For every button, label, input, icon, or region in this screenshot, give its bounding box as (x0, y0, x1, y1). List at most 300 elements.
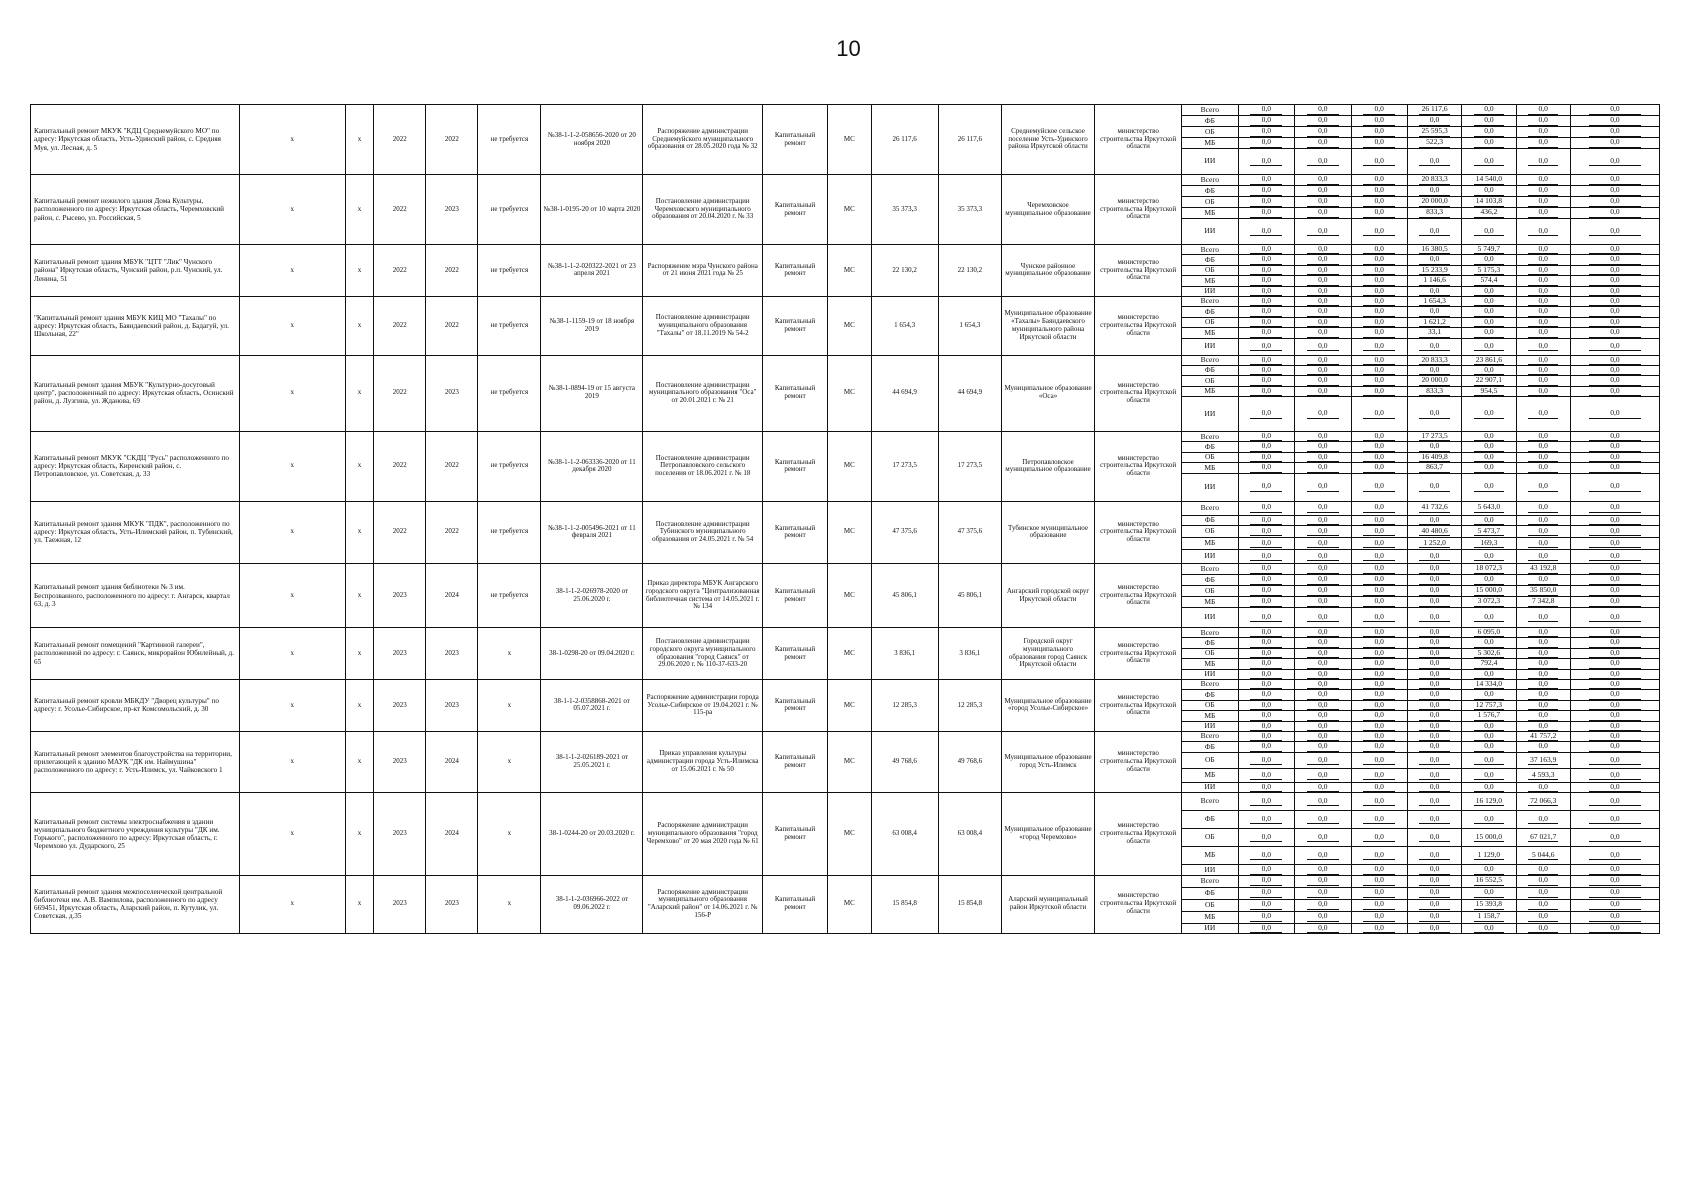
funding-value (1570, 608, 1659, 628)
expertise-status: x (478, 731, 541, 792)
funding-value-text: 20 000,0 (1419, 376, 1450, 385)
funding-value (1238, 911, 1294, 923)
end-year: 2023 (426, 355, 478, 432)
funding-value (1570, 679, 1659, 689)
funding-value-text: 0,0 (1307, 432, 1339, 441)
work-type: Капитальный ремонт (762, 875, 827, 933)
funding-value (1351, 923, 1407, 933)
funding-value (1407, 597, 1461, 608)
funding-value-text: 0,0 (1307, 356, 1339, 365)
funding-value-text: 0,0 (1363, 356, 1395, 365)
funding-value (1351, 265, 1407, 275)
funding-value-text: 0,0 (1307, 105, 1339, 114)
funding-value (1351, 829, 1407, 847)
funding-value (1238, 597, 1294, 608)
funding-value-text: 3 072,3 (1474, 597, 1505, 606)
funding-value (1295, 175, 1351, 186)
funding-value-text: 0,0 (1307, 482, 1339, 491)
funding-value-text: 0,0 (1419, 409, 1450, 418)
funding-value (1238, 255, 1294, 265)
funding-value (1407, 463, 1461, 473)
funding-value (1238, 296, 1294, 306)
funding-value-text: 0,0 (1307, 865, 1339, 874)
funding-value (1407, 175, 1461, 186)
funding-value (1407, 847, 1461, 865)
funding-value-text: 0,0 (1307, 453, 1339, 462)
funding-value-text: 0,0 (1363, 888, 1395, 897)
funding-value-text: 5 302,6 (1474, 649, 1505, 658)
funding-value (1570, 648, 1659, 658)
funding-value (1407, 829, 1461, 847)
remaining-cost: 63 008,4 (938, 793, 1001, 875)
funding-value-text: 0,0 (1419, 116, 1450, 125)
fund-source-label: Всего (1182, 731, 1238, 741)
funding-value (1462, 659, 1516, 669)
funding-value (1570, 208, 1659, 219)
funding-value (1516, 397, 1570, 432)
decision-document: Распоряжение администрации города Усолье-Сибирское от 19.04.2021 г. № 115-ра (643, 679, 762, 731)
decision-document: Постановление администрации муниципального образования "Тахалы" от 18.11.2019 № 54-2 (643, 296, 762, 355)
funding-value (1407, 501, 1461, 515)
funding-value (1516, 376, 1570, 386)
funding-value (1462, 255, 1516, 265)
funding-value (1351, 245, 1407, 255)
funding-value-text: 0,0 (1307, 197, 1339, 206)
funding-value (1351, 700, 1407, 710)
funding-value-text: 0,0 (1528, 638, 1559, 647)
start-year: 2023 (374, 564, 426, 628)
funding-value-text: 0,0 (1589, 197, 1641, 206)
funding-value (1407, 782, 1461, 792)
funding-value (1295, 628, 1351, 638)
funding-value-text: 0,0 (1474, 742, 1505, 751)
table-row (31, 175, 1660, 186)
unit: МС (828, 175, 871, 245)
funding-value-text: 0,0 (1250, 690, 1282, 699)
funding-value (1407, 473, 1461, 501)
end-year: 2024 (426, 731, 478, 792)
funding-value (1462, 887, 1516, 899)
funding-value-text: 0,0 (1589, 387, 1641, 396)
funding-value (1407, 317, 1461, 327)
work-type: Капитальный ремонт (762, 501, 827, 563)
expertise-document: 38-1-0298-20 от 09.04.2020 г. (541, 628, 643, 680)
funding-value (1351, 538, 1407, 550)
funding-value (1570, 875, 1659, 887)
funding-value-text: 0,0 (1250, 432, 1282, 441)
funding-value-text: 0,0 (1363, 157, 1395, 166)
funding-value-text: 0,0 (1250, 276, 1282, 285)
funding-value (1295, 538, 1351, 550)
funding-value (1295, 550, 1351, 564)
funding-value (1407, 564, 1461, 575)
funding-value-text: 436,2 (1474, 208, 1505, 217)
funding-value (1407, 638, 1461, 648)
funding-value (1238, 442, 1294, 452)
funding-value-text: 0,0 (1474, 255, 1505, 264)
funding-value (1238, 586, 1294, 597)
funding-value-text: 0,0 (1474, 186, 1505, 195)
fund-source-label: МБ (1182, 463, 1238, 473)
funding-value (1570, 526, 1659, 538)
funding-value-text: 0,0 (1307, 527, 1339, 536)
funding-value-text: 0,0 (1250, 539, 1282, 548)
funding-value-text: 0,0 (1589, 105, 1641, 114)
funding-value (1238, 432, 1294, 442)
funding-value-text: 0,0 (1363, 105, 1395, 114)
funding-value (1407, 793, 1461, 811)
funding-value-text: 0,0 (1589, 342, 1641, 351)
funding-value (1295, 116, 1351, 127)
estimated-cost: 63 008,4 (871, 793, 938, 875)
funding-value (1351, 597, 1407, 608)
funding-value (1295, 679, 1351, 689)
funding-value-text: 0,0 (1250, 127, 1282, 136)
funding-value-text: 0,0 (1250, 186, 1282, 195)
funding-value-text: 0,0 (1474, 366, 1505, 375)
funding-value-text: 0,0 (1250, 328, 1282, 337)
funding-value-text: 0,0 (1419, 815, 1450, 824)
funding-value (1407, 442, 1461, 452)
funding-value (1351, 307, 1407, 317)
funding-value (1516, 550, 1570, 564)
funding-value-text: 0,0 (1589, 255, 1641, 264)
start-year: 2022 (374, 501, 426, 563)
fund-source-label: Всего (1182, 564, 1238, 575)
funding-value-text: 18 072,3 (1474, 564, 1505, 573)
funding-value-text: 0,0 (1419, 649, 1450, 658)
funding-value (1462, 575, 1516, 586)
funding-value (1295, 711, 1351, 721)
funding-value (1407, 899, 1461, 911)
funding-value-text: 0,0 (1589, 670, 1641, 679)
funding-value (1238, 752, 1294, 768)
cell-x: x (345, 432, 373, 502)
funding-value-text: 41 757,2 (1528, 732, 1559, 741)
funding-value (1407, 669, 1461, 679)
funding-value (1351, 575, 1407, 586)
table-row (31, 355, 1660, 365)
funding-value-text: 0,0 (1307, 597, 1339, 606)
cell-x: x (239, 628, 345, 680)
funding-value (1570, 328, 1659, 338)
funding-value-text: 0,0 (1528, 463, 1559, 472)
funding-value-text: 0,0 (1307, 255, 1339, 264)
funding-value-text: 0,0 (1474, 138, 1505, 147)
funding-value (1516, 307, 1570, 317)
funding-value (1351, 397, 1407, 432)
funding-value (1516, 793, 1570, 811)
funding-value (1238, 700, 1294, 710)
funding-value (1462, 690, 1516, 700)
funding-value (1570, 782, 1659, 792)
funding-value (1462, 175, 1516, 186)
funding-value (1570, 376, 1659, 386)
funding-value-text: 0,0 (1589, 888, 1641, 897)
funding-value (1238, 355, 1294, 365)
funding-value-text: 0,0 (1307, 564, 1339, 573)
funding-value (1238, 669, 1294, 679)
funding-value (1462, 597, 1516, 608)
fund-source-label: Всего (1182, 793, 1238, 811)
funding-value (1351, 432, 1407, 442)
funding-value-text: 14 103,8 (1474, 197, 1505, 206)
funding-value (1351, 149, 1407, 175)
customer: Муниципальное образование «Оса» (1001, 355, 1094, 432)
funding-value-text: 0,0 (1589, 245, 1641, 254)
funding-value-text: 0,0 (1363, 328, 1395, 337)
fund-source-label: Всего (1182, 432, 1238, 442)
customer: Муниципальное образование «город Усолье-Сибирское» (1001, 679, 1094, 731)
funding-value (1351, 608, 1407, 628)
funding-value (1295, 887, 1351, 899)
cell-x: x (345, 875, 373, 933)
funding-value-text: 25 595,3 (1419, 127, 1450, 136)
funding-value (1351, 386, 1407, 396)
funding-value-text: 0,0 (1250, 815, 1282, 824)
funding-value-text: 0,0 (1528, 516, 1559, 525)
funding-value (1295, 669, 1351, 679)
funding-value-text: 0,0 (1250, 722, 1282, 731)
funding-value (1351, 376, 1407, 386)
funding-value-text: 0,0 (1363, 366, 1395, 375)
funding-value (1407, 276, 1461, 286)
funding-value-text: 0,0 (1307, 613, 1339, 622)
funding-value (1516, 317, 1570, 327)
funding-value (1238, 501, 1294, 515)
funding-value-text: 0,0 (1528, 503, 1559, 512)
funding-value-text: 0,0 (1250, 105, 1282, 114)
funding-value-text: 0,0 (1528, 742, 1559, 751)
funding-value (1462, 105, 1516, 116)
funding-value-text: 0,0 (1528, 328, 1559, 337)
funding-value-text: 0,0 (1474, 865, 1505, 874)
responsible-ministry: министерство строительства Иркутской области (1095, 564, 1182, 628)
funding-value (1570, 742, 1659, 752)
funding-value (1570, 829, 1659, 847)
funding-value-text: 0,0 (1589, 575, 1641, 584)
funding-value-text: 0,0 (1528, 442, 1559, 451)
funding-value (1462, 586, 1516, 597)
funding-value-text: 0,0 (1474, 342, 1505, 351)
funding-value (1351, 286, 1407, 296)
funding-value (1570, 515, 1659, 525)
funding-value (1295, 721, 1351, 731)
funding-value (1516, 186, 1570, 197)
funding-value-text: 0,0 (1307, 680, 1339, 689)
customer: Чунское районное муниципальное образование (1001, 245, 1094, 297)
funding-value-text: 0,0 (1250, 865, 1282, 874)
funding-value-text: 0,0 (1589, 912, 1641, 921)
funding-value-text: 35 850,0 (1528, 586, 1559, 595)
funding-value (1295, 829, 1351, 847)
cell-x: x (239, 355, 345, 432)
funding-value-text: 0,0 (1250, 503, 1282, 512)
funding-value-text: 15 233,9 (1419, 266, 1450, 275)
object-name: "Капитальный ремонт здания МБУК КИЦ МО "Тахалы" по адресу: Иркутская область, Баяндаевский район, д. Бадагуй, ул. Школьная, 22" (31, 296, 240, 355)
funding-value (1295, 793, 1351, 811)
funding-value (1407, 911, 1461, 923)
table-row (31, 105, 1660, 116)
end-year: 2022 (426, 501, 478, 563)
funding-value (1238, 116, 1294, 127)
funding-value (1516, 700, 1570, 710)
funding-value (1407, 550, 1461, 564)
funding-value-text: 0,0 (1589, 138, 1641, 147)
funding-value-text: 0,0 (1589, 366, 1641, 375)
customer: Городской округ муниципального образования город Саянск Иркутской области (1001, 628, 1094, 680)
funding-value (1238, 138, 1294, 149)
start-year: 2023 (374, 679, 426, 731)
funding-value (1351, 328, 1407, 338)
funding-value-text: 0,0 (1589, 833, 1641, 842)
funding-value-text: 0,0 (1363, 924, 1395, 933)
funding-value-text: 0,0 (1474, 127, 1505, 136)
funding-value (1462, 219, 1516, 245)
object-name: Капитальный ремонт здания МКУК "ПДК", расположенного по адресу: Иркутская область, Усть-Илимский район, п. Тубинский, ул. Таежная, 12 (31, 501, 240, 563)
funding-value-text: 0,0 (1250, 771, 1282, 780)
funding-value (1516, 286, 1570, 296)
funding-value (1462, 355, 1516, 365)
estimated-cost: 3 836,1 (871, 628, 938, 680)
funding-value-text: 0,0 (1307, 287, 1339, 296)
funding-value-text: 33,1 (1419, 328, 1450, 337)
funding-value-text: 0,0 (1474, 815, 1505, 824)
funding-value (1407, 575, 1461, 586)
funding-value-text: 0,0 (1419, 287, 1450, 296)
funding-value (1407, 149, 1461, 175)
funding-value (1295, 105, 1351, 116)
funding-value-text: 0,0 (1528, 690, 1559, 699)
funding-value-text: 0,0 (1419, 552, 1450, 561)
funding-value (1407, 255, 1461, 265)
funding-value (1462, 208, 1516, 219)
funding-value-text: 14 334,0 (1474, 680, 1505, 689)
funding-value-text: 0,0 (1528, 900, 1559, 909)
funding-value (1351, 731, 1407, 741)
funding-value (1570, 911, 1659, 923)
funding-value-text: 0,0 (1307, 851, 1339, 860)
fund-source-label: ОБ (1182, 197, 1238, 208)
funding-value (1295, 575, 1351, 586)
expertise-document: №38-1-0195-20 от 10 марта 2020 (541, 175, 643, 245)
funding-value (1516, 245, 1570, 255)
funding-value (1516, 575, 1570, 586)
funding-value-text: 0,0 (1419, 157, 1450, 166)
funding-value (1462, 638, 1516, 648)
funding-value (1351, 648, 1407, 658)
capital-repair-table (30, 104, 1660, 934)
funding-value (1295, 265, 1351, 275)
funding-value-text: 0,0 (1307, 876, 1339, 885)
funding-value (1295, 208, 1351, 219)
funding-value (1570, 501, 1659, 515)
funding-value-text: 0,0 (1363, 732, 1395, 741)
funding-value (1238, 526, 1294, 538)
customer: Муниципальное образование город Усть-Илимск (1001, 731, 1094, 792)
funding-value (1570, 365, 1659, 375)
fund-source-label: ИИ (1182, 397, 1238, 432)
funding-value (1238, 208, 1294, 219)
funding-value-text: 0,0 (1528, 307, 1559, 316)
expertise-status: не требуется (478, 501, 541, 563)
cell-x: x (239, 432, 345, 502)
funding-value-text: 0,0 (1307, 649, 1339, 658)
funding-value-text: 0,0 (1250, 876, 1282, 885)
start-year: 2022 (374, 105, 426, 175)
funding-value (1238, 923, 1294, 933)
funding-value (1462, 127, 1516, 138)
funding-value (1351, 442, 1407, 452)
funding-value-text: 0,0 (1528, 387, 1559, 396)
funding-value (1351, 911, 1407, 923)
funding-value-text: 0,0 (1528, 659, 1559, 668)
funding-value-text: 0,0 (1363, 597, 1395, 606)
object-name: Капитальный ремонт элементов благоустройства на территории, прилегающей к зданию МАУК "ДК им. Наймушина" расположенного по адресу: г. Усть-Илимск, ул. Чайковского 1 (31, 731, 240, 792)
customer: Муниципальное образование «город Черемхово» (1001, 793, 1094, 875)
funding-value-text: 0,0 (1474, 690, 1505, 699)
expertise-document: №38-1-1-2-063336-2020 от 11 декабря 2020 (541, 432, 643, 502)
funding-value-text: 0,0 (1250, 208, 1282, 217)
funding-value-text: 0,0 (1307, 175, 1339, 184)
funding-value-text: 0,0 (1419, 307, 1450, 316)
funding-value-text: 0,0 (1307, 307, 1339, 316)
funding-value-text: 0,0 (1363, 771, 1395, 780)
funding-value (1295, 811, 1351, 829)
expertise-document: №38-1-1159-19 от 18 ноября 2019 (541, 296, 643, 355)
unit: МС (828, 245, 871, 297)
funding-value (1351, 550, 1407, 564)
fund-source-label: Всего (1182, 355, 1238, 365)
fund-source-label: МБ (1182, 847, 1238, 865)
start-year: 2022 (374, 432, 426, 502)
funding-value-text: 0,0 (1307, 208, 1339, 217)
funding-value (1516, 138, 1570, 149)
funding-value-text: 0,0 (1419, 255, 1450, 264)
funding-value-text: 0,0 (1589, 516, 1641, 525)
funding-value (1351, 127, 1407, 138)
funding-value (1462, 473, 1516, 501)
funding-value-text: 72 066,3 (1528, 797, 1559, 806)
funding-value (1351, 116, 1407, 127)
customer: Среднемуйское сельское поселение Усть-Удинского района Иркутской области (1001, 105, 1094, 175)
table-row (31, 501, 1660, 515)
funding-value-text: 0,0 (1419, 711, 1450, 720)
funding-value (1407, 648, 1461, 658)
table-row (31, 245, 1660, 255)
funding-value-text: 0,0 (1307, 756, 1339, 765)
fund-source-label: ОБ (1182, 648, 1238, 658)
funding-value-text: 0,0 (1419, 516, 1450, 525)
funding-value (1462, 365, 1516, 375)
decision-document: Постановление администрации городского округа муниципального образования "город Саянск" от 29.06.2020 г. № 110-37-633-20 (643, 628, 762, 680)
funding-value (1516, 669, 1570, 679)
funding-value (1516, 847, 1570, 865)
funding-value (1570, 149, 1659, 175)
funding-value (1238, 365, 1294, 375)
funding-value-text: 7 342,8 (1528, 597, 1559, 606)
funding-value (1238, 638, 1294, 648)
funding-value (1516, 255, 1570, 265)
funding-value-text: 0,0 (1250, 586, 1282, 595)
funding-value-text: 0,0 (1307, 924, 1339, 933)
funding-value (1570, 847, 1659, 865)
funding-value (1570, 887, 1659, 899)
funding-value-text: 0,0 (1363, 227, 1395, 236)
funding-value-text: 0,0 (1250, 227, 1282, 236)
cell-x: x (345, 679, 373, 731)
funding-value-text: 16 129,0 (1474, 797, 1505, 806)
